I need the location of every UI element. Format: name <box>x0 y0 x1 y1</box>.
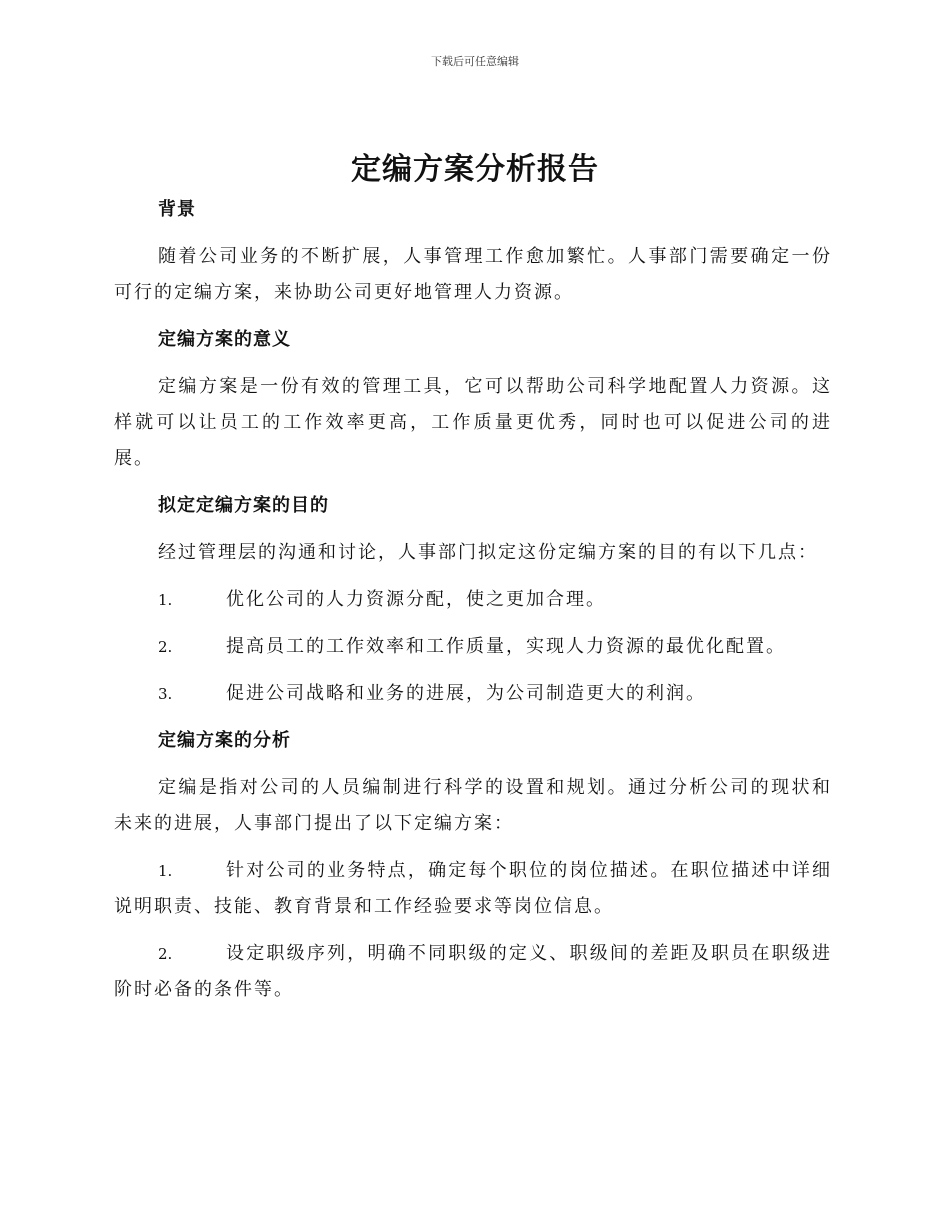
list-item-text: 优化公司的人力资源分配，使之更加合理。 <box>226 589 606 610</box>
list-item-text: 促进公司战略和业务的进展，为公司制造更大的利润。 <box>226 683 706 704</box>
page-header-note: 下载后可任意编辑 <box>431 55 519 68</box>
list-item <box>114 853 832 925</box>
section-heading-background: 背景 <box>158 199 196 220</box>
list-item <box>114 676 832 712</box>
list-item-text: 设定职级序列，明确不同职级的定义、职级间的差距及职员在职级进阶时必备的条件等。 <box>114 943 832 1000</box>
list-item-text: 针对公司的业务特点，确定每个职位的岗位描述。在职位描述中详细说明职责、技能、教育背景和工作经验要求等岗位信息。 <box>114 860 832 917</box>
section-heading-analysis: 定编方案的分析 <box>158 730 291 751</box>
section-heading-meaning: 定编方案的意义 <box>158 329 291 350</box>
paragraph-analysis: 定编是指对公司的人员编制进行科学的设置和规划。通过分析公司的现状和未来的进展，人事部门提出了以下定编方案： <box>114 777 832 834</box>
list-item-number: 1. <box>158 591 173 609</box>
paragraph-background: 随着公司业务的不断扩展，人事管理工作愈加繁忙。人事部门需要确定一份可行的定编方案，来协助公司更好地管理人力资源。 <box>114 246 832 303</box>
list-item <box>114 582 832 618</box>
paragraph-purpose: 经过管理层的沟通和讨论，人事部门拟定这份定编方案的目的有以下几点： <box>158 542 818 563</box>
list-item-number: 2. <box>158 638 173 656</box>
list-item-number: 3. <box>158 685 173 703</box>
section-heading-purpose: 拟定定编方案的目的 <box>158 495 329 516</box>
list-item-number: 1. <box>158 862 173 880</box>
list-item-text: 提高员工的工作效率和工作质量，实现人力资源的最优化配置。 <box>226 636 786 657</box>
list-item <box>114 629 832 665</box>
list-item-number: 2. <box>158 945 173 963</box>
document-title: 定编方案分析报告 <box>351 152 599 187</box>
paragraph-meaning: 定编方案是一份有效的管理工具，它可以帮助公司科学地配置人力资源。这样就可以让员工的工作效率更高，工作质量更优秀，同时也可以促进公司的进展。 <box>114 376 832 469</box>
list-item <box>114 936 832 1008</box>
document-body <box>114 192 832 1008</box>
